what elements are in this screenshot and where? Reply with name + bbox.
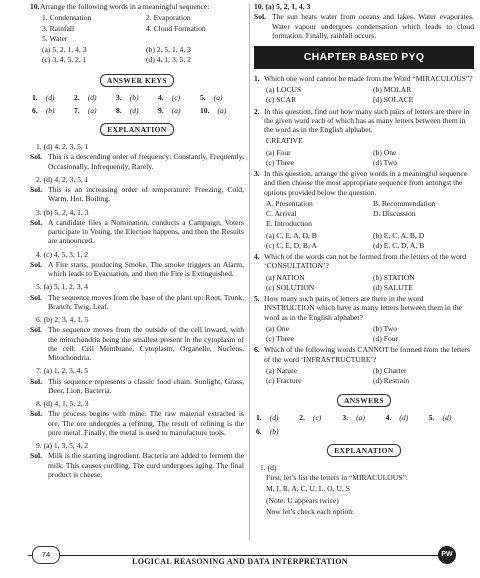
item: 5. Water bbox=[42, 33, 68, 43]
answer-line: 9. (a) 1, 3, 5, 4, 2 bbox=[36, 441, 89, 451]
item: B. Recommendation bbox=[373, 198, 436, 208]
answer-key: 1. (d) bbox=[256, 413, 279, 423]
answer-line: 2. (d) 4, 2, 3, 5, 1 bbox=[36, 174, 89, 184]
option-b: (b) E, C, A, B, D bbox=[373, 230, 425, 240]
solution-text: A candidate files a Nomination, conducts a Campaign, Voters participate in Voting, the Election happens, and then the Results are announced. bbox=[48, 217, 244, 246]
solution-text: Milk is the starting ingredient. Bacteria are added to ferment the milk. This causes curdling. The curd undergoes aging. The final product is cheese. bbox=[48, 451, 244, 479]
explanation-1 bbox=[30, 142, 244, 171]
question-text: In this question, arrange the given words in a meaningful sequence and then choose the most appropriate sequence from amongst the options provided below the question. bbox=[264, 169, 468, 197]
question-number: 6. bbox=[254, 345, 260, 355]
chapter-pyq-banner: CHAPTER BASED PYQ bbox=[254, 46, 474, 69]
explanation-4 bbox=[30, 250, 244, 279]
answer-line: 8. (d) 4, 1, 5, 2, 3 bbox=[36, 399, 89, 409]
question-number: 2. bbox=[254, 106, 260, 116]
solution-text: This sequence represents a classic food chain. Sunlight, Grass, Deer, Lion, Bacteria. bbox=[48, 376, 244, 395]
explanation-heading: EXPLANATION bbox=[254, 444, 474, 457]
sol-label: Sol. bbox=[30, 325, 43, 335]
option-a: (a) Nature bbox=[266, 365, 297, 375]
right-column bbox=[254, 2, 474, 518]
explanation-heading: EXPLANATION bbox=[30, 123, 244, 136]
option-a: (a) 5, 2, 1, 4, 3 bbox=[42, 45, 87, 54]
option-b: (b) STATION bbox=[373, 272, 415, 282]
book-title: LOGICAL REASONING AND DATA INTERPRETATION bbox=[132, 557, 348, 566]
explanation-line: Now let’s check each option: bbox=[266, 506, 355, 516]
item: 3. Rainfall bbox=[42, 23, 75, 33]
footer-rule bbox=[28, 555, 452, 556]
option-d: (d) Restrain bbox=[373, 376, 410, 386]
question-number: 1. bbox=[254, 73, 260, 83]
options bbox=[266, 231, 474, 252]
item: D. Discussion bbox=[373, 209, 416, 219]
option-d: (d) 4, 1, 3, 5, 2 bbox=[146, 55, 191, 65]
sol-label: Sol. bbox=[30, 217, 43, 227]
answer-key: 7. (a) bbox=[74, 105, 97, 115]
option-d: (d) SOLACE bbox=[373, 95, 414, 105]
question-number: 3. bbox=[254, 169, 260, 179]
option-b: (b) 2, 5, 1, 4, 3 bbox=[146, 45, 191, 54]
option-d: (d) Two bbox=[373, 157, 398, 167]
answer-key: 4. (c) bbox=[158, 92, 181, 102]
explanation-8 bbox=[30, 399, 244, 437]
page-footer bbox=[0, 544, 480, 578]
explanation-line: M, I, R, A, C, U, L, O, U, S bbox=[266, 484, 350, 494]
answer-key: 10. (a) bbox=[200, 105, 227, 115]
answer-key: 9. (a) bbox=[158, 105, 181, 115]
answer-key: 2. (d) bbox=[74, 92, 97, 102]
answer-line: 1. (d) 4, 2, 3, 5, 1 bbox=[36, 142, 89, 152]
answer-key: 6. (b) bbox=[256, 426, 279, 436]
option-c: (c) SCAR bbox=[266, 95, 297, 105]
item: C. Arrival bbox=[266, 209, 297, 219]
item: 2. Evaporation bbox=[146, 13, 191, 23]
options bbox=[266, 148, 474, 169]
answers-heading: ANSWERS bbox=[254, 394, 474, 407]
answer-key: 8. (d) bbox=[116, 105, 139, 115]
explanation-3 bbox=[30, 208, 244, 246]
item: A. Presentation bbox=[266, 198, 313, 208]
answer-key: 2. (c) bbox=[299, 413, 322, 423]
answer-line: 5. (a) 5, 1, 2, 3, 4 bbox=[36, 282, 89, 292]
sol-label: Sol. bbox=[30, 185, 43, 195]
question-text: How many such pairs of letters are there in the word INSTRUCTION which have as many letters between them in the word as in the English alphabet? bbox=[264, 294, 463, 322]
question-10 bbox=[30, 2, 244, 11]
solution-text: The process begins with mine. The raw material extracted is ore. The ore undergoes a refining. The result of refining is the pure metal. Finally, the metal is used to manufacture tools. bbox=[48, 409, 244, 437]
answer-line: 3. (b) 5, 2, 4, 1, 3 bbox=[36, 207, 89, 217]
solution-text: This is a descending order of frequency: Constantly, Frequently, Occasionally, Infrequently, Rarely. bbox=[48, 152, 244, 171]
solution-text: The sequence moves from the outside of the cell inward, with the mitochondria being the smallest present in the cytoplasm of the cell: Cell Membrane, Cytoplasm, Organelle, Nucleus, Mitochondria. bbox=[48, 325, 244, 363]
pyq-question-2 bbox=[254, 107, 474, 135]
sol-label: Sol. bbox=[30, 451, 43, 461]
sol-label: Sol. bbox=[30, 259, 43, 269]
solution-10 bbox=[254, 12, 474, 40]
option-b: (b) MOLAR bbox=[373, 85, 412, 95]
answer-key: 3. (a) bbox=[342, 413, 365, 423]
question-text: Which of the words can not be formed from the letters of the word ‘CONSULTATION’? bbox=[264, 252, 467, 271]
explanation-6 bbox=[30, 315, 244, 362]
solution-text: The sun heats water from oceans and lakes. Water evaporates. Water vapour undergoes condensation which leads to cloud formation. Finally, rainfall occurs. bbox=[272, 12, 474, 40]
question-number: 10. bbox=[30, 2, 40, 11]
item: E. Introduction bbox=[266, 219, 312, 229]
option-c: (c) 3, 4, 5, 2, 1 bbox=[42, 55, 87, 65]
answer-line: 7. (a) 1, 2, 3, 4, 5 bbox=[36, 366, 89, 376]
options bbox=[266, 324, 474, 345]
explanation-line: First, let’s list the letters in “MIRACULOUS”: bbox=[266, 473, 408, 483]
option-a: (a) Four bbox=[266, 147, 291, 157]
option-c: (c) Fracture bbox=[266, 376, 302, 386]
publisher-logo-icon: PW bbox=[438, 546, 456, 564]
pyq-question-6 bbox=[254, 345, 474, 364]
solution-text: This is an increasing order of temperature: Freezing, Cold, Warm, Hot, Boiling. bbox=[48, 185, 244, 204]
question-text: In this question, find out how many such pairs of letters are there in the given word each of which has as many letters between them in the word as in the English alphabet. bbox=[264, 106, 470, 135]
option-b: (b) Charter bbox=[373, 365, 407, 375]
explanation-5 bbox=[30, 282, 244, 311]
answer-key: 5. (d) bbox=[428, 413, 452, 423]
answer-line: 4. (c) 4, 5, 3, 1, 2 bbox=[36, 249, 89, 259]
sol-label: Sol. bbox=[254, 12, 267, 22]
option-c: (c) SOLUTION bbox=[266, 282, 315, 292]
answer-keys-heading: ANSWER KEYS bbox=[30, 74, 244, 87]
item: 1. Condensation bbox=[42, 13, 92, 23]
solution-text: A Fire starts, producing Smoke. The smoke triggers an Alarm, which leads to Evacuation, and then the Fire is Extinguished. bbox=[48, 259, 244, 279]
pyq-question-5 bbox=[254, 294, 474, 322]
given-word: CREATIVE bbox=[266, 136, 303, 146]
option-d: (d) E, C, D, A, B bbox=[373, 240, 425, 250]
answer-key: 4. (d) bbox=[385, 413, 409, 423]
option-a: (a) NATION bbox=[266, 272, 305, 282]
sol-label: Sol. bbox=[30, 376, 43, 386]
option-a: (a) LOCUS bbox=[266, 85, 302, 95]
explanation-9 bbox=[30, 441, 244, 479]
explanation-7 bbox=[30, 366, 244, 395]
options bbox=[266, 85, 474, 106]
answer-line: 6. (b) 2, 3, 4, 1, 5 bbox=[36, 315, 89, 325]
answer-keys-grid bbox=[32, 93, 242, 116]
explanation-line: (Note: U appears twice) bbox=[266, 495, 339, 505]
sol-label: Sol. bbox=[30, 152, 43, 162]
page-number: 74 bbox=[32, 546, 60, 564]
solution-text: The sequence moves from the base of the plant up: Root, Trunk, Branch, Twig, Leaf. bbox=[48, 292, 244, 311]
sol-label: Sol. bbox=[30, 292, 43, 302]
question-number: 5. bbox=[254, 294, 260, 304]
option-c: (c) C, E, D, B, A bbox=[266, 240, 317, 250]
sequence-items bbox=[266, 199, 474, 230]
option-d: (d) SALUTE bbox=[373, 282, 413, 292]
answer-key: 5. (a) bbox=[200, 92, 223, 102]
item: 4. Cloud Formation bbox=[146, 23, 206, 33]
question-number: 4. bbox=[254, 252, 260, 262]
left-column bbox=[30, 2, 244, 482]
options bbox=[42, 45, 244, 66]
option-b: (b) Two bbox=[373, 323, 398, 333]
answer-key: 3. (b) bbox=[116, 92, 139, 102]
option-d: (d) Four bbox=[373, 334, 399, 344]
question-text: Which of the following words CANNOT be formed from the letters of the word ‘INFRASTRUCTURE’? bbox=[264, 345, 471, 364]
sequence-items bbox=[42, 13, 244, 44]
answer-key: 6. (b) bbox=[32, 105, 55, 115]
answer-line: 1. (d) bbox=[260, 462, 277, 472]
sol-label: Sol. bbox=[30, 409, 43, 419]
answer-key: 1. (d) bbox=[32, 92, 55, 102]
option-c: (c) Three bbox=[266, 334, 294, 344]
question-text: Which one word cannot be made from the Word “MIRACULOUS”? bbox=[264, 73, 473, 83]
option-a: (a) C, E, A, D, B bbox=[266, 230, 317, 240]
explanation-2 bbox=[30, 175, 244, 204]
options bbox=[266, 366, 474, 387]
options bbox=[266, 273, 474, 294]
answers-grid bbox=[256, 413, 472, 436]
question-text: Arrange the following words in a meaningful sequence: bbox=[40, 2, 210, 11]
pyq-question-1 bbox=[254, 74, 474, 83]
pyq-question-3 bbox=[254, 169, 474, 197]
option-b: (b) One bbox=[373, 147, 397, 157]
column-divider bbox=[249, 4, 250, 540]
option-c: (c) Three bbox=[266, 157, 294, 167]
pyq-question-4 bbox=[254, 252, 474, 271]
answer-line: 10. (a) 5, 2, 1, 4, 3 bbox=[254, 2, 311, 11]
option-a: (a) One bbox=[266, 323, 289, 333]
